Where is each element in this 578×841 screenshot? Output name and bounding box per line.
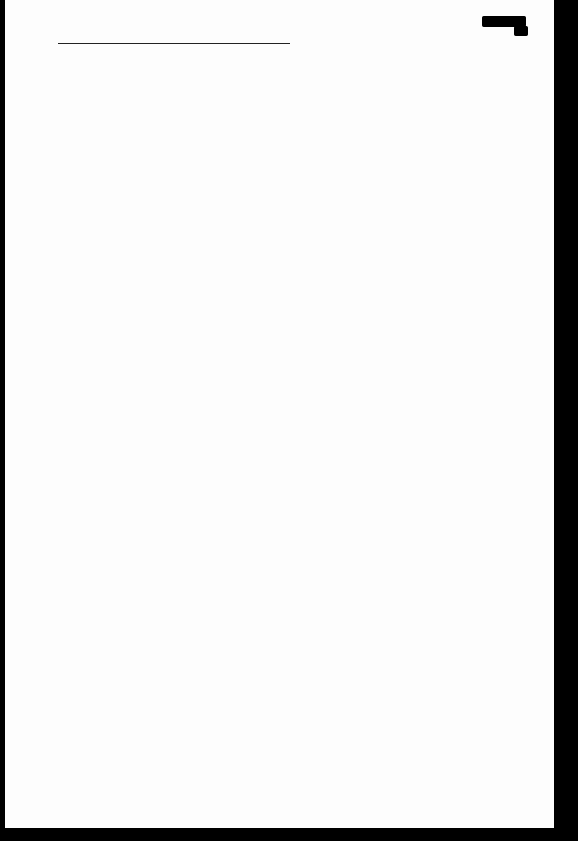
ink-blot [514,26,528,36]
title-underline [58,43,290,44]
scan-border-right [554,0,578,841]
scan-border-bottom [0,828,578,841]
scan-border-left [0,0,5,841]
